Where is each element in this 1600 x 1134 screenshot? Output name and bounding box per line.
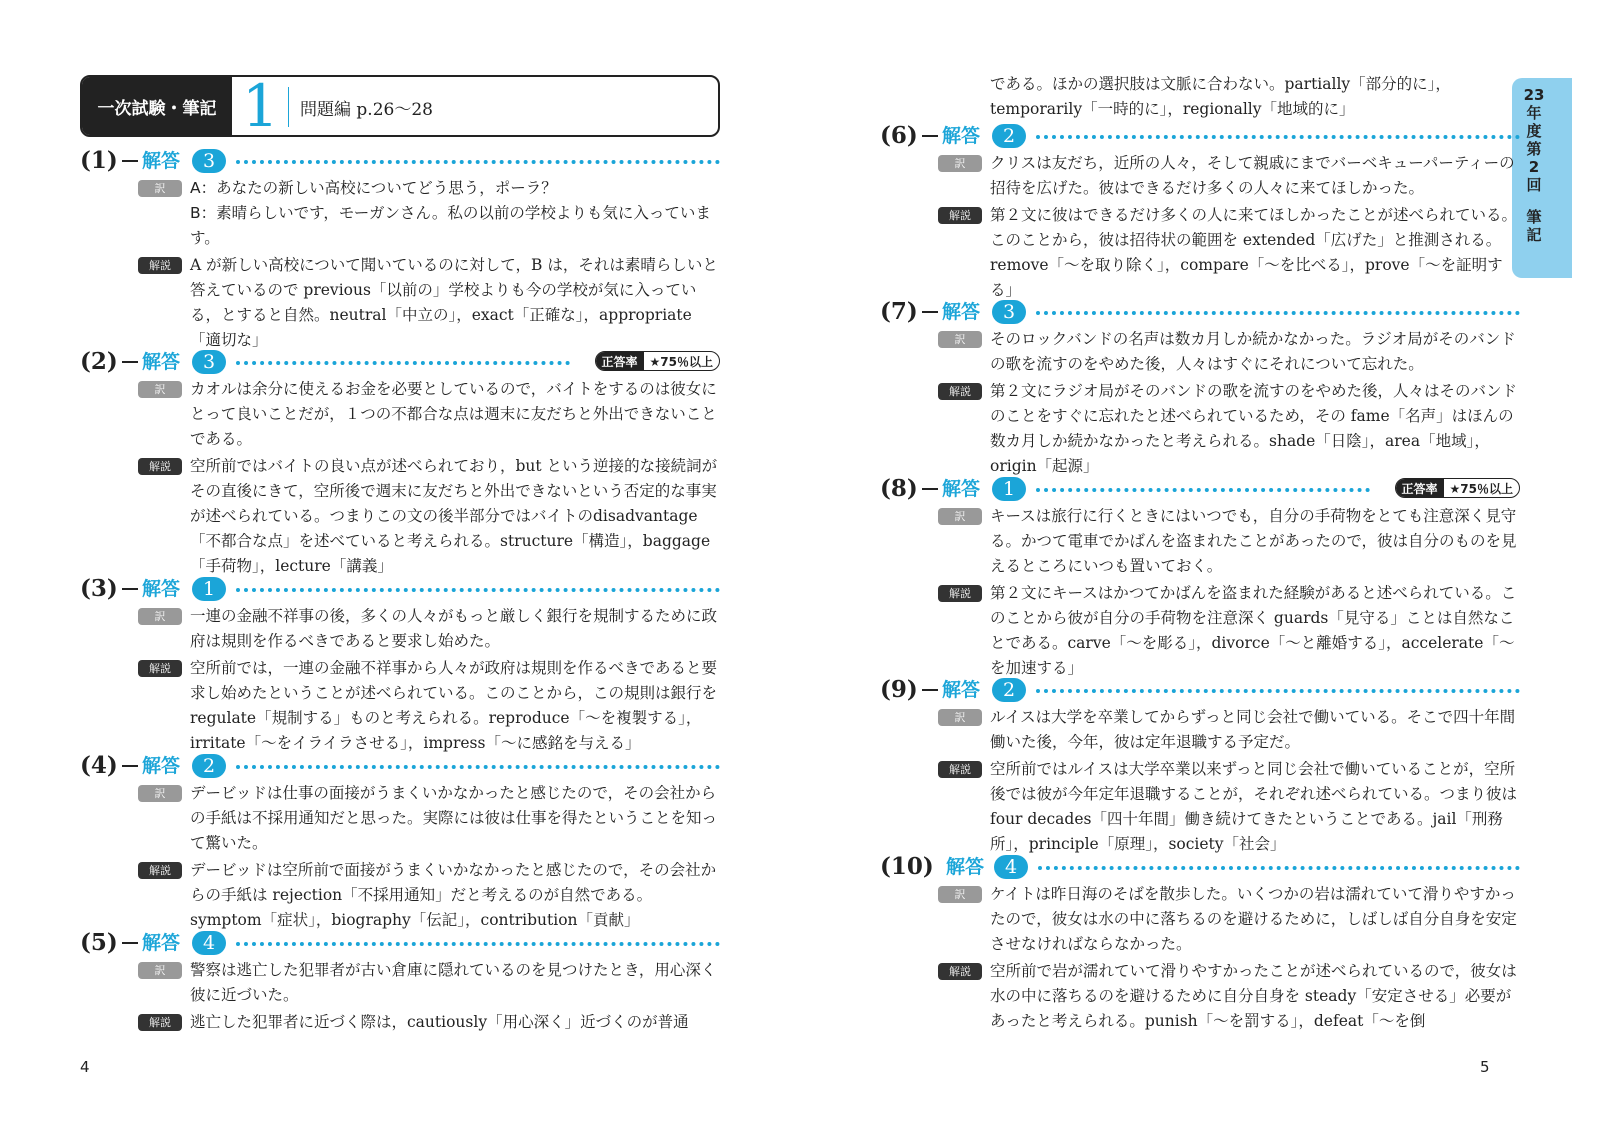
explanation-row bbox=[880, 959, 1520, 1034]
answer-label: 解答 bbox=[142, 351, 181, 373]
translation-row bbox=[880, 151, 1520, 201]
question-4 bbox=[80, 751, 720, 933]
explanation-text: 第２文にラジオ局がそのバンドの歌を流すのをやめた後，人々はそのバンドのことをすぐに忘れたと述べられているため，その fame「名声」はほんの数カ月しか続かなかったと考えられる。shade「日陰」，area「地域」，origin「起源」 bbox=[990, 382, 1518, 475]
translation-tag: 訳 bbox=[938, 886, 982, 903]
explanation-tag: 解説 bbox=[138, 458, 182, 475]
side-tab-char: 2 bbox=[1528, 158, 1540, 176]
translation-row bbox=[880, 882, 1520, 957]
translation-tag: 訳 bbox=[938, 155, 982, 172]
explanation-text: 第２文にキースはかつてかばんを盗まれた経験があると述べられている。このことから彼が自分の手荷物を注意深く guards「見守る」ことは自然なことである。carve「～を彫る」，divorce「～と離婚する」，accelerate「～を加速する」 bbox=[990, 584, 1517, 677]
explanation-tag: 解説 bbox=[138, 1014, 182, 1031]
question-number: (3) bbox=[80, 575, 118, 602]
question-7 bbox=[880, 297, 1520, 479]
answer-circle: 2 bbox=[992, 124, 1026, 148]
dash bbox=[122, 588, 138, 590]
translation-line: A：あなたの新しい高校についてどう思う，ポーラ？ bbox=[190, 179, 557, 197]
dash bbox=[922, 488, 938, 490]
translation-row bbox=[80, 958, 720, 1008]
question-number: (2) bbox=[80, 348, 118, 375]
explanation-tag: 解説 bbox=[938, 963, 982, 980]
explanation-text: A が新しい高校について聞いているのに対して，B は，それは素晴らしいと答えているので previous「以前の」学校よりも今の学校が気に入っている，とすると自然。neutral「中立の」，exact「正確な」，appropriate「適切な」 bbox=[190, 256, 718, 349]
answer-label: 解答 bbox=[942, 125, 981, 147]
dash bbox=[122, 361, 138, 363]
answer-label: 解答 bbox=[142, 578, 181, 600]
answer-label: 解答 bbox=[142, 755, 181, 777]
dotted-rule bbox=[236, 160, 720, 164]
translation-tag: 訳 bbox=[938, 331, 982, 348]
answer-circle: 3 bbox=[992, 300, 1026, 324]
translation-line: そのロックバンドの名声は数カ月しか続かなかった。ラジオ局がそのバンドの歌を流すのをやめた後，人々はすぐにそれについて忘れた。 bbox=[990, 330, 1516, 373]
dash bbox=[122, 160, 138, 162]
answer-circle: 1 bbox=[192, 577, 226, 601]
dotted-rule bbox=[236, 361, 570, 365]
question-number: (8) bbox=[880, 475, 918, 502]
translation-tag: 訳 bbox=[138, 381, 182, 398]
answer-circle: 3 bbox=[192, 149, 226, 173]
question-5 bbox=[80, 928, 720, 1035]
translation-row bbox=[880, 705, 1520, 755]
explanation-tag: 解説 bbox=[938, 383, 982, 400]
question-10 bbox=[880, 852, 1520, 1034]
translation-tag: 訳 bbox=[938, 709, 982, 726]
side-tab-char: 回 bbox=[1526, 176, 1542, 194]
translation-line: 警察は逃亡した犯罪者が古い倉庫に隠れているのを見つけたとき，用心深く彼に近づいた。 bbox=[190, 961, 717, 1004]
translation-row bbox=[80, 176, 720, 251]
side-tab-char: 第 bbox=[1526, 140, 1542, 158]
dotted-rule bbox=[1038, 866, 1520, 870]
question-6 bbox=[880, 121, 1520, 303]
side-tab-char: 筆 bbox=[1526, 208, 1542, 226]
translation-tag: 訳 bbox=[138, 962, 182, 979]
question-number: (1) bbox=[80, 147, 118, 174]
explanation-row bbox=[80, 253, 720, 353]
accuracy-value: ★75％以上 bbox=[1449, 481, 1513, 496]
section-label: 一次試験・筆記 bbox=[82, 77, 232, 135]
dotted-rule bbox=[1036, 311, 1520, 315]
explanation-row bbox=[880, 581, 1520, 681]
explanation-text: デービッドは空所前で面接がうまくいかなかったと感じたので，その会社からの手紙は rejection「不採用通知」だと考えるのが自然である。symptom「症状」，biography「伝記」，contribution「貢献」 bbox=[190, 861, 717, 929]
question-2 bbox=[80, 347, 720, 579]
answer-circle: 3 bbox=[192, 350, 226, 374]
section-header bbox=[80, 75, 720, 137]
explanation-row bbox=[880, 379, 1520, 479]
explanation-tag: 解説 bbox=[938, 585, 982, 602]
answer-label: 解答 bbox=[942, 301, 981, 323]
section-number: 1 bbox=[242, 75, 279, 137]
dash bbox=[922, 135, 938, 137]
explanation-row bbox=[80, 454, 720, 579]
translation-row bbox=[880, 504, 1520, 579]
answer-circle: 2 bbox=[992, 678, 1026, 702]
q5-continuation bbox=[880, 72, 1520, 122]
answer-label: 解答 bbox=[942, 478, 981, 500]
question-number: (5) bbox=[80, 929, 118, 956]
dotted-rule bbox=[236, 765, 720, 769]
dash bbox=[122, 942, 138, 944]
explanation-text: 空所前で岩が濡れていて滑りやすかったことが述べられているので，彼女は水の中に落ちるのを避けるために自分自身を steady「安定させる」必要があったと考えられる。punish「～を罰する」，defeat「～を倒 bbox=[990, 962, 1517, 1030]
answer-label: 解答 bbox=[946, 856, 985, 878]
side-tab-char: 年 bbox=[1526, 104, 1542, 122]
dotted-rule bbox=[1036, 488, 1370, 492]
accuracy-value: ★75％以上 bbox=[649, 354, 713, 369]
explanation-text: 空所前ではルイスは大学卒業以来ずっと同じ会社で働いていることが，空所後では彼が今年定年退職することが，それぞれ述べられている。つまり彼は four decades「四十年間」働き続けてきたということである。jail「刑務所」，principle「原理」，society「社会」 bbox=[990, 760, 1518, 853]
translation-line: ルイスは大学を卒業してからずっと同じ会社で働いている。そこで四十年間働いた後，今年，彼は定年退職する予定だ。 bbox=[990, 708, 1516, 751]
side-tab-char: 記 bbox=[1526, 226, 1542, 244]
question-9 bbox=[880, 675, 1520, 857]
translation-line: カオルは余分に使えるお金を必要としているので，バイトをするのは彼女にとって良いことだが，１つの不都合な点は週末に友だちと外出できないことである。 bbox=[190, 380, 717, 448]
translation-line: デービッドは仕事の面接がうまくいかなかったと感じたので，その会社からの手紙は不採用通知だと思った。実際には彼は仕事を得たということを知って驚いた。 bbox=[190, 784, 718, 852]
side-tab-char: 度 bbox=[1526, 122, 1542, 140]
accuracy-badge bbox=[595, 351, 720, 371]
explanation-row bbox=[880, 757, 1520, 857]
explanation-text: 空所前では，一連の金融不祥事から人々が政府は規則を作るべきであると要求し始めたということが述べられている。このことから，この規則は銀行を regulate「規制する」ものと考えられる。reproduce「～を複製する」，irritate「～をイライラさせる」，impress「～に感銘を与える」 bbox=[190, 659, 718, 752]
translation-line: クリスは友だち，近所の人々，そして親戚にまでバーベキューパーティーの招待を広げた。彼はできるだけ多くの人々に来てほしかった。 bbox=[990, 154, 1515, 197]
answer-circle: 4 bbox=[994, 855, 1028, 879]
translation-line: 一連の金融不祥事の後，多くの人々がもっと厳しく銀行を規制するために政府は規則を作るべきであると要求し始めた。 bbox=[190, 607, 718, 650]
question-number: (6) bbox=[880, 122, 918, 149]
question-number: (4) bbox=[80, 752, 118, 779]
dash bbox=[922, 689, 938, 691]
explanation-tag: 解説 bbox=[138, 862, 182, 879]
dotted-rule bbox=[236, 588, 720, 592]
accuracy-label: 正答率 bbox=[596, 352, 644, 370]
explanation-text: 第２文に彼はできるだけ多くの人に来てほしかったことが述べられている。このことから，彼は招待状の範囲を extended「広げた」と推測される。remove「～を取り除く」，compare「～を比べる」，prove「～を証明する」 bbox=[990, 206, 1518, 299]
accuracy-label: 正答率 bbox=[1396, 479, 1444, 497]
question-8 bbox=[880, 474, 1520, 681]
dash bbox=[922, 311, 938, 313]
translation-tag: 訳 bbox=[138, 608, 182, 625]
translation-tag: 訳 bbox=[938, 508, 982, 525]
translation-row bbox=[80, 377, 720, 452]
question-number: (10) bbox=[880, 853, 934, 880]
question-1 bbox=[80, 146, 720, 353]
question-number: (7) bbox=[880, 298, 918, 325]
page-reference: 問題編 p.26～28 bbox=[300, 100, 433, 120]
dotted-rule bbox=[1036, 135, 1520, 139]
answer-circle: 2 bbox=[192, 754, 226, 778]
translation-tag: 訳 bbox=[138, 785, 182, 802]
explanation-row bbox=[880, 203, 1520, 303]
translation-line: ケイトは昨日海のそばを散歩した。いくつかの岩は濡れていて滑りやすかったので，彼女は水の中に落ちるのを避けるために，しばしば自分自身を安定させなければならなかった。 bbox=[990, 885, 1517, 953]
translation-line: B：素晴らしいです，モーガンさん。私の以前の学校よりも気に入っています。 bbox=[190, 204, 711, 247]
explanation-row bbox=[80, 1010, 720, 1035]
dotted-rule bbox=[1036, 689, 1520, 693]
question-number: (9) bbox=[880, 676, 918, 703]
side-tab-char: 23 bbox=[1523, 86, 1545, 104]
explanation-tag: 解説 bbox=[938, 761, 982, 778]
explanation-row bbox=[80, 656, 720, 756]
dotted-rule bbox=[236, 942, 720, 946]
explanation-row bbox=[80, 858, 720, 933]
side-tab-text bbox=[1522, 86, 1546, 244]
answer-label: 解答 bbox=[142, 150, 181, 172]
translation-row bbox=[80, 781, 720, 856]
explanation-text: 逃亡した犯罪者に近づく際は，cautiously「用心深く」近づくのが普通 bbox=[190, 1013, 689, 1031]
header-divider bbox=[288, 87, 289, 127]
answer-circle: 1 bbox=[992, 477, 1026, 501]
explanation-text: 空所前ではバイトの良い点が述べられており，but という逆接的な接続詞がその直後にきて，空所後で週末に友だちと外出できないという否定的な事実が述べられている。つまりこの文の後半部分ではバイトのdisadvantage「不都合な点」を述べていると考えられる。structure「構造」，baggage「手荷物」，lecture「講義」 bbox=[190, 457, 718, 575]
page-number-left: 4 bbox=[80, 1058, 90, 1076]
translation-line: キースは旅行に行くときにはいつでも，自分の手荷物をとても注意深く見守る。かつて電車でかばんを盗まれたことがあったので，彼は自分のものを見えるところにいつも置いておく。 bbox=[990, 507, 1517, 575]
translation-row bbox=[880, 327, 1520, 377]
explanation-tag: 解説 bbox=[138, 257, 182, 274]
question-3 bbox=[80, 574, 720, 756]
answer-label: 解答 bbox=[942, 679, 981, 701]
page-number-right: 5 bbox=[1480, 1058, 1490, 1076]
explanation-tag: 解説 bbox=[138, 660, 182, 677]
translation-tag: 訳 bbox=[138, 180, 182, 197]
dash bbox=[122, 765, 138, 767]
answer-label: 解答 bbox=[142, 932, 181, 954]
accuracy-badge bbox=[1395, 478, 1520, 498]
explanation-tag: 解説 bbox=[938, 207, 982, 224]
explanation-text: である。ほかの選択肢は文脈に合わない。partially「部分的に」，temporarily「一時的に」，regionally「地域的に」 bbox=[990, 75, 1451, 118]
answer-circle: 4 bbox=[192, 931, 226, 955]
translation-row bbox=[80, 604, 720, 654]
